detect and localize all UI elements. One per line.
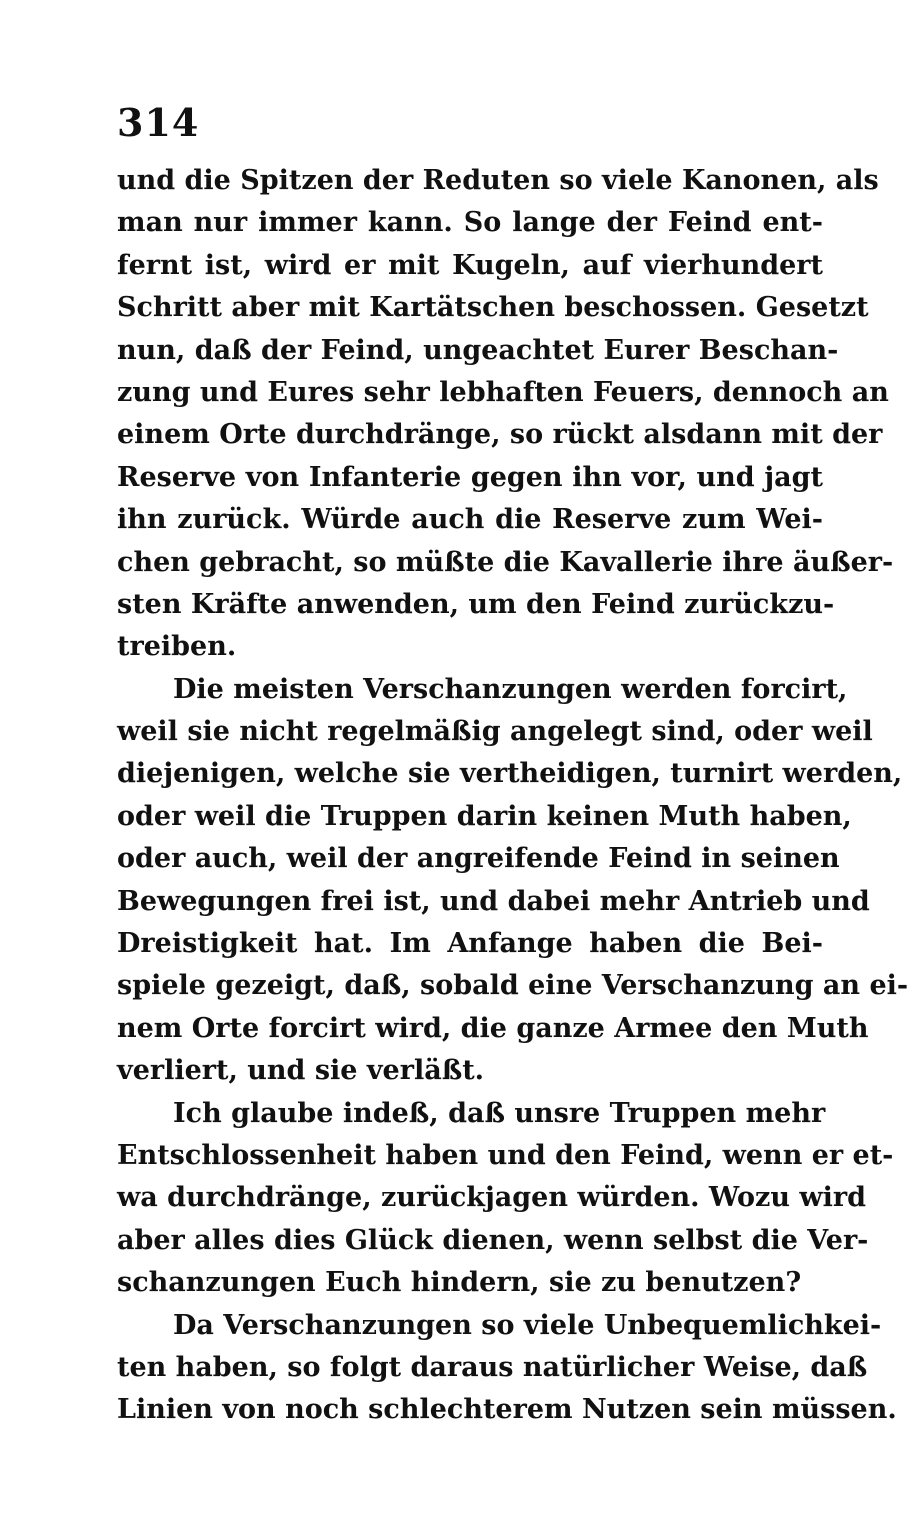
text-line: oder auch, weil der angreifende Feind in seinen	[117, 843, 840, 875]
text-line: sten Kräfte anwenden, um den Feind zurückzu-	[117, 588, 835, 620]
text-line: Schritt aber mit Kartätschen beschossen. Gesetzt	[117, 292, 869, 324]
text-line: aber alles dies Glück dienen, wenn selbst die Ver-	[117, 1224, 869, 1256]
text-line: weil sie nicht regelmäßig angelegt sind, oder weil	[117, 716, 873, 748]
text-line: Da Verschanzungen so viele Unbequemlichkei-	[173, 1309, 882, 1341]
text-line: Bewegungen frei ist, und dabei mehr Antrieb und	[117, 885, 870, 917]
text-line: ten haben, so folgt daraus natürlicher Weise, daß	[117, 1351, 868, 1383]
text-line: Die meisten Verschanzungen werden forcirt,	[173, 673, 848, 705]
text-line: fernt ist, wird er mit Kugeln, auf vierhundert	[117, 249, 823, 281]
text-line: spiele gezeigt, daß, sobald eine Verschanzung an ei-	[117, 970, 908, 1002]
page-number: 314	[117, 100, 200, 145]
text-line: Ich glaube indeß, daß unsre Truppen mehr	[173, 1097, 826, 1129]
text-line: Entschlossenheit haben und den Feind, wenn er et-	[117, 1139, 894, 1171]
text-line: diejenigen, welche sie vertheidigen, turnirt werden,	[117, 758, 903, 790]
text-line: Reserve von Infanterie gegen ihn vor, und jagt	[117, 461, 823, 493]
text-line: man nur immer kann. So lange der Feind ent-	[117, 207, 823, 239]
body-text	[117, 160, 908, 1432]
text-line: treiben.	[117, 631, 237, 663]
text-line: oder weil die Truppen darin keinen Muth haben,	[117, 800, 852, 832]
text-line: ihn zurück. Würde auch die Reserve zum Wei-	[117, 504, 823, 536]
text-line: und die Spitzen der Reduten so viele Kanonen, als	[117, 165, 879, 196]
text-line: nun, daß der Feind, ungeachtet Eurer Beschan-	[117, 334, 839, 366]
text-line: Linien von noch schlechterem Nutzen sein müssen.	[117, 1394, 897, 1426]
text-line: verliert, und sie verläßt.	[117, 1055, 485, 1087]
text-line: einem Orte durchdränge, so rückt alsdann mit der	[117, 419, 883, 451]
text-line: wa durchdränge, zurückjagen würden. Wozu wird	[117, 1182, 867, 1214]
text-line: zung und Eures sehr lebhaften Feuers, dennoch an	[117, 376, 889, 408]
text-line: nem Orte forcirt wird, die ganze Armee den Muth	[117, 1012, 869, 1044]
text-line: Dreistigkeit hat. Im Anfange haben die Bei-	[117, 928, 823, 960]
text-line: chen gebracht, so müßte die Kavallerie ihre äußer-	[117, 546, 894, 578]
text-line: schanzungen Euch hindern, sie zu benutzen?	[117, 1267, 802, 1299]
